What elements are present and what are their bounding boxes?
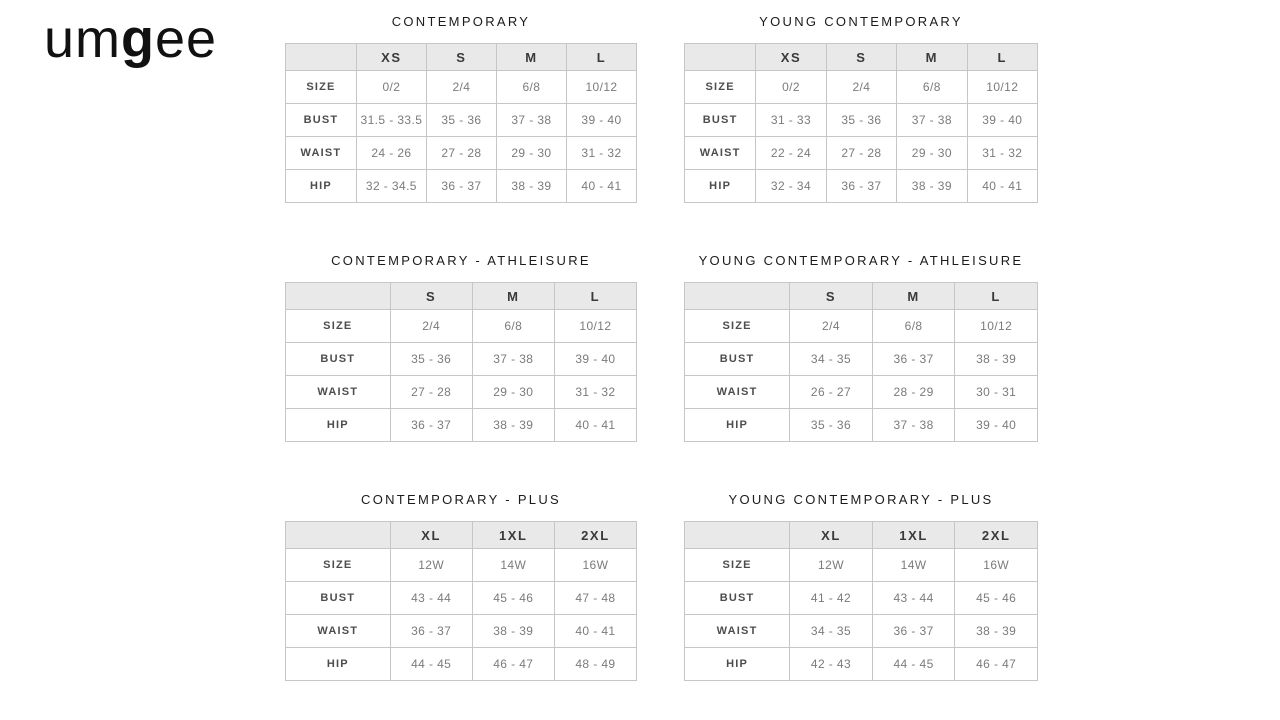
row-label: BUST [685, 104, 756, 137]
size-table [684, 43, 1038, 203]
chart-title: YOUNG CONTEMPORARY [759, 14, 963, 29]
size-value: 42 - 43 [790, 648, 873, 681]
size-value: 2/4 [390, 310, 472, 343]
size-value: 16W [554, 549, 636, 582]
table-row [685, 549, 1038, 582]
size-value: 38 - 39 [955, 615, 1038, 648]
size-value: 37 - 38 [872, 409, 955, 442]
table-row [685, 310, 1038, 343]
row-label: SIZE [286, 71, 357, 104]
table-row [685, 615, 1038, 648]
size-value: 40 - 41 [554, 409, 636, 442]
size-value: 2/4 [426, 71, 496, 104]
size-value: 29 - 30 [496, 137, 566, 170]
table-row [286, 310, 637, 343]
size-value: 32 - 34.5 [356, 170, 426, 203]
size-value: 31 - 32 [967, 137, 1037, 170]
size-value: 38 - 39 [955, 343, 1038, 376]
row-label: HIP [286, 648, 391, 681]
column-header: 2XL [955, 522, 1038, 549]
row-label: WAIST [685, 137, 756, 170]
size-value: 10/12 [566, 71, 636, 104]
row-label: HIP [685, 170, 756, 203]
column-header: 1XL [472, 522, 554, 549]
row-label: BUST [685, 582, 790, 615]
row-label: BUST [685, 343, 790, 376]
table-row [286, 582, 637, 615]
size-value: 12W [790, 549, 873, 582]
column-header: S [426, 44, 496, 71]
size-value: 36 - 37 [872, 343, 955, 376]
table-row [685, 582, 1038, 615]
size-value: 40 - 41 [566, 170, 636, 203]
row-label: SIZE [286, 310, 391, 343]
corner-cell [685, 283, 790, 310]
row-label: SIZE [286, 549, 391, 582]
size-value: 45 - 46 [472, 582, 554, 615]
size-value: 46 - 47 [955, 648, 1038, 681]
size-chart-young-contemporary-athleisure [684, 252, 1038, 442]
column-header: M [897, 44, 967, 71]
table-row [685, 343, 1038, 376]
size-table [285, 282, 637, 442]
brand-logo-text-light-2: ee [155, 9, 218, 69]
size-value: 37 - 38 [897, 104, 967, 137]
size-value: 0/2 [356, 71, 426, 104]
corner-cell [286, 283, 391, 310]
table-row [286, 104, 637, 137]
size-value: 35 - 36 [426, 104, 496, 137]
size-value: 6/8 [496, 71, 566, 104]
size-value: 40 - 41 [967, 170, 1037, 203]
row-label: WAIST [685, 615, 790, 648]
size-value: 37 - 38 [496, 104, 566, 137]
row-label: SIZE [685, 549, 790, 582]
column-header: XL [390, 522, 472, 549]
size-value: 27 - 28 [390, 376, 472, 409]
size-value: 27 - 28 [426, 137, 496, 170]
column-header: L [554, 283, 636, 310]
size-value: 6/8 [872, 310, 955, 343]
size-table [285, 521, 637, 681]
chart-title: YOUNG CONTEMPORARY - ATHLEISURE [698, 253, 1024, 268]
row-label: WAIST [685, 376, 790, 409]
size-value: 28 - 29 [872, 376, 955, 409]
size-value: 29 - 30 [897, 137, 967, 170]
size-value: 46 - 47 [472, 648, 554, 681]
size-value: 24 - 26 [356, 137, 426, 170]
size-table [285, 43, 637, 203]
size-value: 26 - 27 [790, 376, 873, 409]
size-table [684, 282, 1038, 442]
chart-title: CONTEMPORARY - ATHLEISURE [331, 253, 591, 268]
brand-logo [44, 8, 217, 70]
size-value: 47 - 48 [554, 582, 636, 615]
size-value: 38 - 39 [472, 409, 554, 442]
size-value: 44 - 45 [390, 648, 472, 681]
table-row [286, 137, 637, 170]
size-value: 22 - 24 [756, 137, 826, 170]
size-chart-contemporary-athleisure [285, 252, 637, 442]
table-row [685, 71, 1038, 104]
size-value: 34 - 35 [790, 615, 873, 648]
size-value: 48 - 49 [554, 648, 636, 681]
table-row [685, 137, 1038, 170]
table-row [685, 376, 1038, 409]
corner-cell [685, 522, 790, 549]
table-row [685, 104, 1038, 137]
size-value: 44 - 45 [872, 648, 955, 681]
size-value: 30 - 31 [955, 376, 1038, 409]
table-row [286, 549, 637, 582]
column-header: XL [790, 522, 873, 549]
column-header: M [872, 283, 955, 310]
size-value: 2/4 [826, 71, 896, 104]
size-value: 0/2 [756, 71, 826, 104]
column-header: M [472, 283, 554, 310]
column-header: XS [756, 44, 826, 71]
row-label: SIZE [685, 310, 790, 343]
size-chart-young-contemporary-plus [684, 491, 1038, 681]
size-value: 36 - 37 [872, 615, 955, 648]
size-value: 6/8 [472, 310, 554, 343]
size-value: 43 - 44 [390, 582, 472, 615]
brand-logo-text-light: um [44, 9, 122, 69]
table-row [286, 648, 637, 681]
size-value: 36 - 37 [426, 170, 496, 203]
header-row [685, 283, 1038, 310]
table-row [286, 376, 637, 409]
size-value: 10/12 [955, 310, 1038, 343]
size-value: 12W [390, 549, 472, 582]
size-value: 39 - 40 [554, 343, 636, 376]
size-value: 35 - 36 [390, 343, 472, 376]
size-value: 39 - 40 [967, 104, 1037, 137]
header-row [286, 522, 637, 549]
size-value: 31.5 - 33.5 [356, 104, 426, 137]
size-value: 45 - 46 [955, 582, 1038, 615]
size-value: 35 - 36 [826, 104, 896, 137]
chart-title: CONTEMPORARY - PLUS [361, 492, 561, 507]
row-label: HIP [286, 170, 357, 203]
size-value: 40 - 41 [554, 615, 636, 648]
size-value: 36 - 37 [390, 409, 472, 442]
row-label: WAIST [286, 137, 357, 170]
size-value: 38 - 39 [897, 170, 967, 203]
size-value: 32 - 34 [756, 170, 826, 203]
table-row [685, 409, 1038, 442]
header-row [286, 283, 637, 310]
column-header: XS [356, 44, 426, 71]
corner-cell [685, 44, 756, 71]
column-header: M [496, 44, 566, 71]
table-row [286, 409, 637, 442]
table-row [685, 648, 1038, 681]
size-value: 14W [472, 549, 554, 582]
table-row [286, 615, 637, 648]
size-value: 37 - 38 [472, 343, 554, 376]
size-value: 2/4 [790, 310, 873, 343]
row-label: WAIST [286, 376, 391, 409]
column-header: L [955, 283, 1038, 310]
size-value: 14W [872, 549, 955, 582]
size-value: 41 - 42 [790, 582, 873, 615]
header-row [286, 44, 637, 71]
row-label: SIZE [685, 71, 756, 104]
size-chart-contemporary-plus [285, 491, 637, 681]
row-label: BUST [286, 343, 391, 376]
size-value: 6/8 [897, 71, 967, 104]
size-chart-young-contemporary [684, 13, 1038, 203]
size-value: 39 - 40 [566, 104, 636, 137]
row-label: BUST [286, 582, 391, 615]
row-label: HIP [685, 648, 790, 681]
size-table [684, 521, 1038, 681]
column-header: L [566, 44, 636, 71]
size-value: 16W [955, 549, 1038, 582]
table-row [286, 71, 637, 104]
row-label: HIP [286, 409, 391, 442]
header-row [685, 44, 1038, 71]
column-header: S [790, 283, 873, 310]
size-value: 36 - 37 [826, 170, 896, 203]
size-chart-contemporary [285, 13, 637, 203]
table-row [286, 343, 637, 376]
row-label: WAIST [286, 615, 391, 648]
size-charts-grid [285, 13, 1038, 681]
chart-title: CONTEMPORARY [391, 14, 531, 29]
size-value: 10/12 [554, 310, 636, 343]
header-row [685, 522, 1038, 549]
size-value: 31 - 33 [756, 104, 826, 137]
corner-cell [286, 44, 357, 71]
size-value: 35 - 36 [790, 409, 873, 442]
row-label: BUST [286, 104, 357, 137]
table-row [286, 170, 637, 203]
corner-cell [286, 522, 391, 549]
table-row [685, 170, 1038, 203]
size-value: 31 - 32 [566, 137, 636, 170]
brand-logo-text-bold: g [121, 9, 156, 69]
size-value: 31 - 32 [554, 376, 636, 409]
column-header: 1XL [872, 522, 955, 549]
size-value: 39 - 40 [955, 409, 1038, 442]
column-header: 2XL [554, 522, 636, 549]
column-header: L [967, 44, 1037, 71]
size-value: 29 - 30 [472, 376, 554, 409]
size-value: 38 - 39 [496, 170, 566, 203]
row-label: HIP [685, 409, 790, 442]
size-value: 10/12 [967, 71, 1037, 104]
size-value: 27 - 28 [826, 137, 896, 170]
column-header: S [390, 283, 472, 310]
column-header: S [826, 44, 896, 71]
chart-title: YOUNG CONTEMPORARY - PLUS [728, 492, 994, 507]
size-value: 38 - 39 [472, 615, 554, 648]
size-value: 34 - 35 [790, 343, 873, 376]
size-value: 36 - 37 [390, 615, 472, 648]
size-value: 43 - 44 [872, 582, 955, 615]
